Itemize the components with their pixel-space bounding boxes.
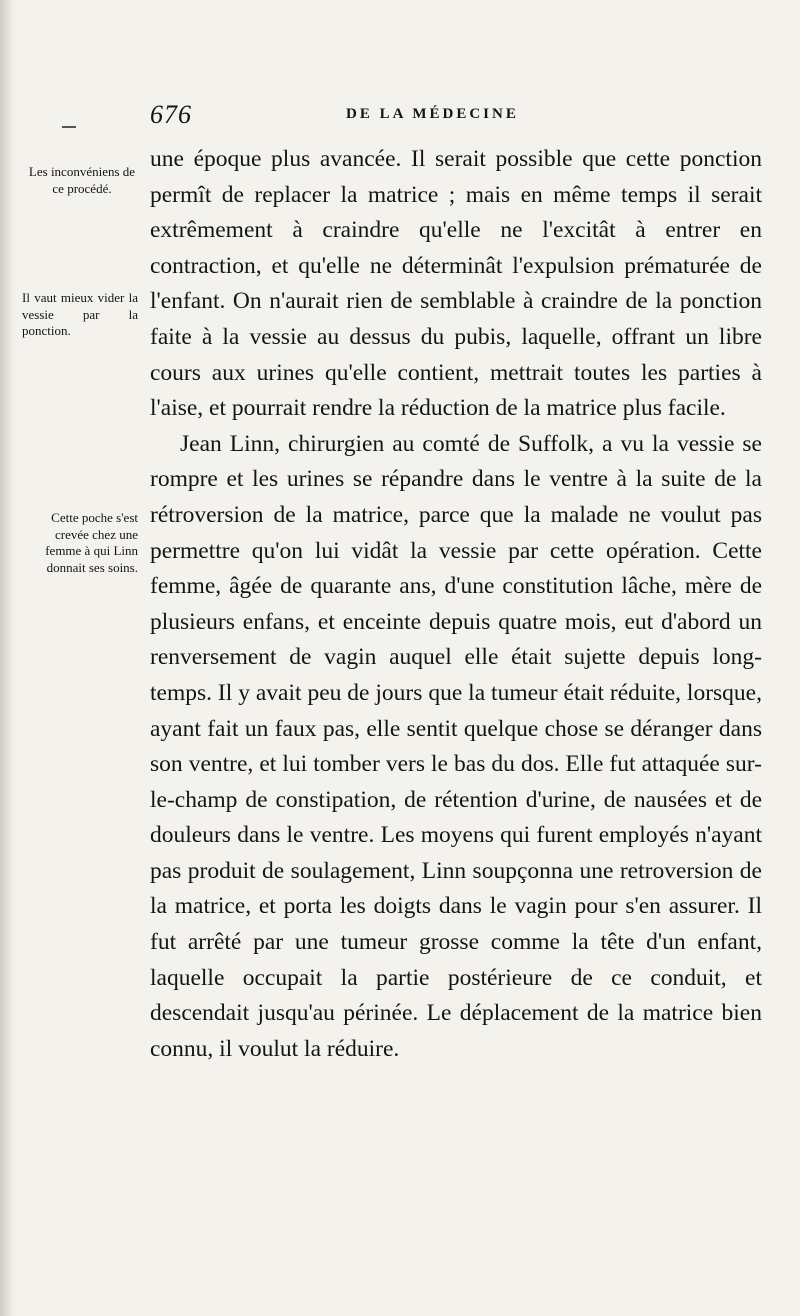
- body-text: [150, 142, 762, 1067]
- margin-dash: [62, 126, 76, 128]
- gutter-shadow: [0, 0, 14, 1316]
- paragraph-1: une époque plus avancée. Il serait possible que cette ponction permît de replacer la matrice ; mais en même temps il serait extrêmement à craindre qu'elle ne l'excitât à entrer en contraction, et qu'elle ne déterminât l'expulsion prématurée de l'enfant. On n'aurait rien de semblable à craindre de la ponction faite à la vessie au dessus du pubis, laquelle, offrant un libre cours aux urines qu'elle contient, mettrait toutes les parties à l'aise, et pourrait rendre la réduction de la matrice plus facile.: [150, 146, 762, 422]
- paragraph-2: Jean Linn, chirurgien au comté de Suffolk, a vu la vessie se rompre et les urines se répandre dans le ventre à la suite de la rétroversion de la matrice, parce que la malade ne voulut pas permettre qu'on lui vidât la vessie par cette opération. Cette femme, âgée de quarante ans, d'une constitution lâche, mère de plusieurs enfans, et enceinte depuis quatre mois, eut d'abord un renversement de vagin auquel elle était sujette depuis long-temps. Il y avait peu de jours que la tumeur était réduite, lorsque, ayant fait un faux pas, elle sentit quelque chose se déranger dans son ventre, et lui tomber vers le bas du dos. Elle fut attaquée sur-le-champ de constipation, de rétention d'urine, de nausées et de douleurs dans le ventre. Les moyens qui furent employés n'ayant pas produit de soulagement, Linn soupçonna une retroversion de la matrice, et porta les doigts dans le vagin pour s'en assurer. Il fut arrêté par une tumeur grosse comme la tête d'un enfant, laquelle occupait la partie postérieure de ce conduit, et descendait jusqu'au périnée. Le déplacement de la matrice bien connu, il voulut la réduire.: [150, 430, 762, 1062]
- margin-note-inconveniens: Les inconvéniens de ce procédé.: [28, 164, 136, 196]
- margin-note-poche-crevee: Cette poche s'est crevée chez une femme à qui Linn donnait ses soins.: [45, 510, 138, 575]
- margin-note-ponction: Il vaut mieux vider la vessie par la ponction.: [22, 290, 138, 338]
- page-number: 676: [150, 100, 192, 129]
- page-header: [150, 100, 760, 136]
- running-title: DE LA MÉDECINE: [346, 106, 519, 122]
